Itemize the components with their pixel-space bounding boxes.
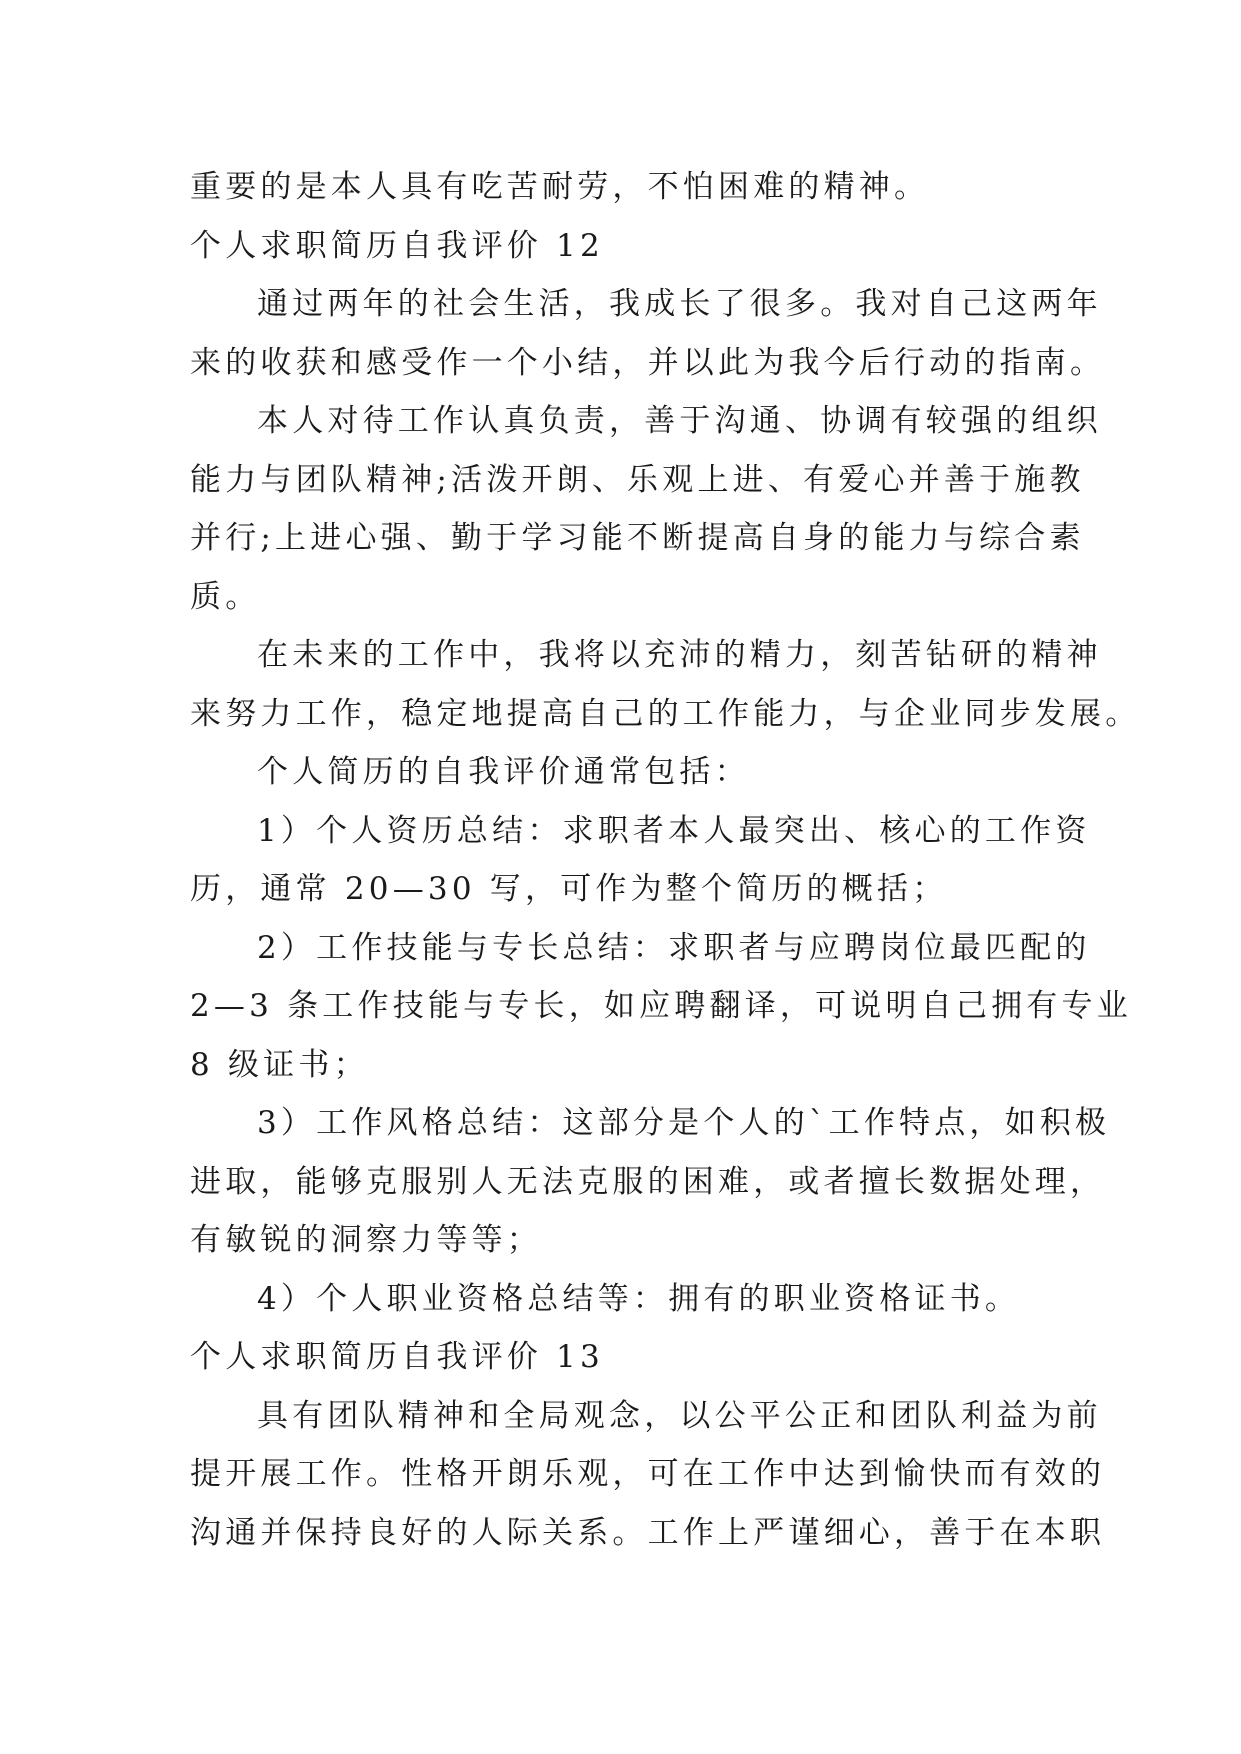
- text-line: 2—3 条工作技能与专长，如应聘翻译，可说明自己拥有专业: [190, 988, 1132, 1024]
- text-line: 来的收获和感受作一个小结，并以此为我今后行动的指南。: [190, 344, 1106, 381]
- text-line: 在未来的工作中，我将以充沛的精力，刻苦钻研的精神: [257, 637, 1102, 673]
- text-line: 具有团队精神和全局观念，以公平公正和团队利益为前: [257, 1397, 1102, 1434]
- text-line: 个人简历的自我评价通常包括：: [257, 754, 750, 790]
- list-item: 2）工作技能与专长总结：求职者与应聘岗位最匹配的: [257, 929, 1091, 966]
- text-line: 能力与团队精神;活泼开朗、乐观上进、有爱心并善于施教: [190, 461, 1085, 498]
- list-item: 4）个人职业资格总结等：拥有的职业资格证书。: [257, 1280, 1021, 1317]
- list-item: 3）工作风格总结：这部分是个人的`工作特点，如积极: [257, 1105, 1111, 1141]
- text-line: 8 级证书；: [190, 1046, 369, 1083]
- document-page: [190, 158, 1141, 1562]
- text-line: 本人对待工作认真负责，善于沟通、协调有较强的组织: [257, 403, 1102, 439]
- text-line: 历，通常 20—30 写，可作为整个简历的概括；: [190, 871, 948, 907]
- text-line: 有敏锐的洞察力等等；: [190, 1222, 542, 1258]
- text-line: 通过两年的社会生活，我成长了很多。我对自己这两年: [257, 286, 1102, 322]
- text-line: 来努力工作，稳定地提高自己的工作能力，与企业同步发展。: [190, 695, 1141, 732]
- text-line: 质。: [190, 578, 261, 615]
- text-line: 沟通并保持良好的人际关系。工作上严谨细心，善于在本职: [190, 1514, 1106, 1551]
- text-line: 并行;上进心强、勤于学习能不断提高自身的能力与综合素: [190, 520, 1085, 556]
- text-line: 重要的是本人具有吃苦耐劳，不怕困难的精神。: [190, 169, 930, 205]
- section-heading: 个人求职简历自我评价 13: [190, 1339, 604, 1375]
- section-heading: 个人求职简历自我评价 12: [190, 227, 604, 264]
- list-item: 1）个人资历总结：求职者本人最突出、核心的工作资: [257, 812, 1091, 849]
- text-line: 提开展工作。性格开朗乐观，可在工作中达到愉快而有效的: [190, 1456, 1106, 1492]
- text-line: 进取，能够克服别人无法克服的困难，或者擅长数据处理，: [190, 1163, 1106, 1200]
